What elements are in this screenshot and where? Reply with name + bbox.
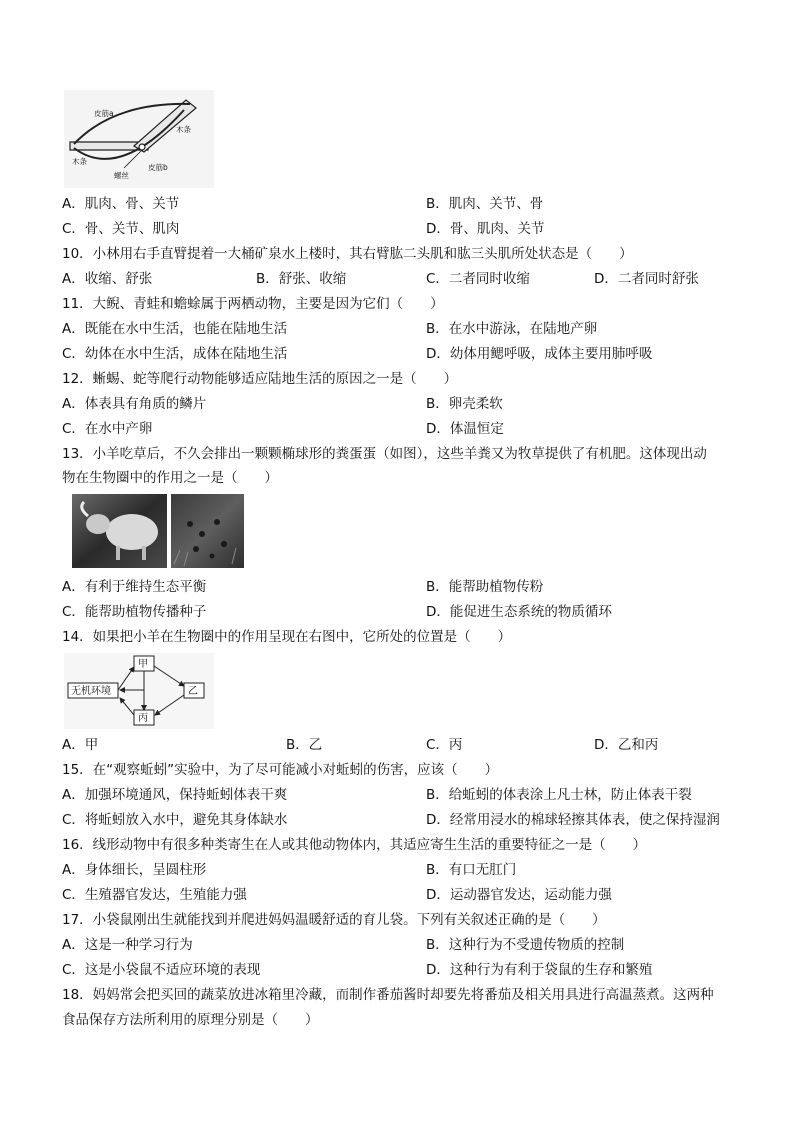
ecosystem-flow-diagram (64, 653, 214, 729)
q9-option-c: C．骨、关节、肌肉 (62, 221, 180, 237)
q9-option-d: D．骨、肌肉、关节 (426, 221, 545, 237)
joint-model-diagram (64, 90, 214, 188)
node-yi: 乙 (188, 686, 198, 697)
node-jia: 甲 (138, 659, 148, 670)
q14-option-c: C．丙 (426, 737, 463, 753)
q11-option-b: B．在水中游泳，在陆地产卵 (426, 321, 598, 337)
q10-option-c: C．二者同时收缩 (426, 271, 530, 287)
q10-option-b: B．舒张、收缩 (256, 271, 347, 287)
q11-option-a: A．既能在水中生活，也能在陆地生活 (62, 321, 288, 337)
q10-option-d: D．二者同时舒张 (594, 271, 699, 287)
node-inorganic-env: 无机环境 (71, 686, 111, 697)
label-rubber-b: 皮筋b (148, 163, 168, 172)
q10-stem: 10．小林用右手直臂提着一大桶矿泉水上楼时，其右臂肱二头肌和肱三头肌所处状态是（ ） (62, 246, 633, 262)
q12-option-b: B．卵壳柔软 (426, 396, 503, 412)
label-rubber-a: 皮筋a (94, 109, 114, 118)
q11-option-c: C．幼体在水中生活，成体在陆地生活 (62, 346, 288, 362)
q17-option-c: C．这是小袋鼠不适应环境的表现 (62, 962, 261, 978)
node-bing: 丙 (138, 713, 148, 724)
q12-option-a: A．体表具有角质的鳞片 (62, 396, 207, 412)
label-screw: 螺丝 (114, 171, 129, 180)
q18-stem-line2: 食品保存方法所利用的原理分别是（ ） (62, 1012, 319, 1028)
label-wood-left: 木条 (72, 157, 87, 166)
q12-option-c: C．在水中产卵 (62, 421, 153, 437)
q14-stem: 14．如果把小羊在生物圈中的作用呈现在右图中，它所处的位置是（ ） (62, 629, 512, 645)
q11-stem: 11．大鲵、青蛙和蟾蜍属于两栖动物，主要是因为它们（ ） (62, 296, 444, 312)
q15-stem: 15．在“观察蚯蚓”实验中，为了尽可能减小对蚯蚓的伤害，应该（ ） (62, 762, 499, 778)
q9-option-a: A．肌肉、骨、关节 (62, 196, 180, 212)
q13-option-b: B．能帮助植物传粉 (426, 579, 544, 595)
q16-option-a: A．身体细长，呈圆柱形 (62, 862, 207, 878)
q18-stem-line1: 18．妈妈常会把买回的蔬菜放进冰箱里冷藏，而制作番茄酱时却要先将番茄及相关用具进行高温蒸煮。这两种 (62, 987, 714, 1003)
q16-stem: 16．线形动物中有很多种类寄生在人或其他动物体内，其适应寄生生活的重要特征之一是（ ） (62, 837, 647, 853)
q14-option-d: D．乙和丙 (594, 737, 659, 753)
q17-stem: 17．小袋鼠刚出生就能找到并爬进妈妈温暖舒适的育儿袋。下列有关叙述正确的是（ ） (62, 912, 606, 928)
q17-option-a: A．这是一种学习行为 (62, 937, 193, 953)
q16-option-d: D．运动器官发达，运动能力强 (426, 887, 612, 903)
q14-option-a: A．甲 (62, 737, 99, 753)
q15-option-a: A．加强环境通风，保持蚯蚓体表干爽 (62, 787, 288, 803)
q13-stem-line1: 13．小羊吃草后，不久会排出一颗颗椭球形的粪蛋蛋（如图），这些羊粪又为牧草提供了有机肥。这体现出动 (62, 446, 707, 462)
label-wood-right: 木条 (176, 125, 191, 134)
q12-option-d: D．体温恒定 (426, 421, 504, 437)
q12-stem: 12．蜥蜴、蛇等爬行动物能够适应陆地生活的原因之一是（ ） (62, 371, 458, 387)
q11-option-d: D．幼体用鳃呼吸，成体主要用肺呼吸 (426, 346, 653, 362)
joint-model-figure (64, 90, 214, 188)
q13-stem-line2: 物在生物圈中的作用之一是（ ） (62, 470, 278, 486)
q17-option-d: D．这种行为有利于袋鼠的生存和繁殖 (426, 962, 653, 978)
q10-option-a: A．收缩、舒张 (62, 271, 153, 287)
q9-option-b: B．肌肉、关节、骨 (426, 196, 544, 212)
q15-option-b: B．给蚯蚓的体表涂上凡士林，防止体表干裂 (426, 787, 692, 803)
q13-option-a: A．有利于维持生态平衡 (62, 579, 207, 595)
sheep-photo-figure (72, 494, 244, 568)
q13-option-d: D．能促进生态系统的物质循环 (426, 604, 612, 620)
q14-option-b: B．乙 (286, 737, 323, 753)
q15-option-c: C．将蚯蚓放入水中，避免其身体缺水 (62, 812, 288, 828)
q15-option-d: D．经常用浸水的棉球轻擦其体表，使之保持湿润 (426, 812, 720, 828)
q13-option-c: C．能帮助植物传播种子 (62, 604, 207, 620)
ecosystem-diagram-figure (64, 653, 214, 729)
q17-option-b: B．这种行为不受遗传物质的控制 (426, 937, 625, 953)
q16-option-c: C．生殖器官发达，生殖能力强 (62, 887, 247, 903)
sheep-and-dung-photos (72, 494, 244, 568)
q16-option-b: B．有口无肛门 (426, 862, 517, 878)
